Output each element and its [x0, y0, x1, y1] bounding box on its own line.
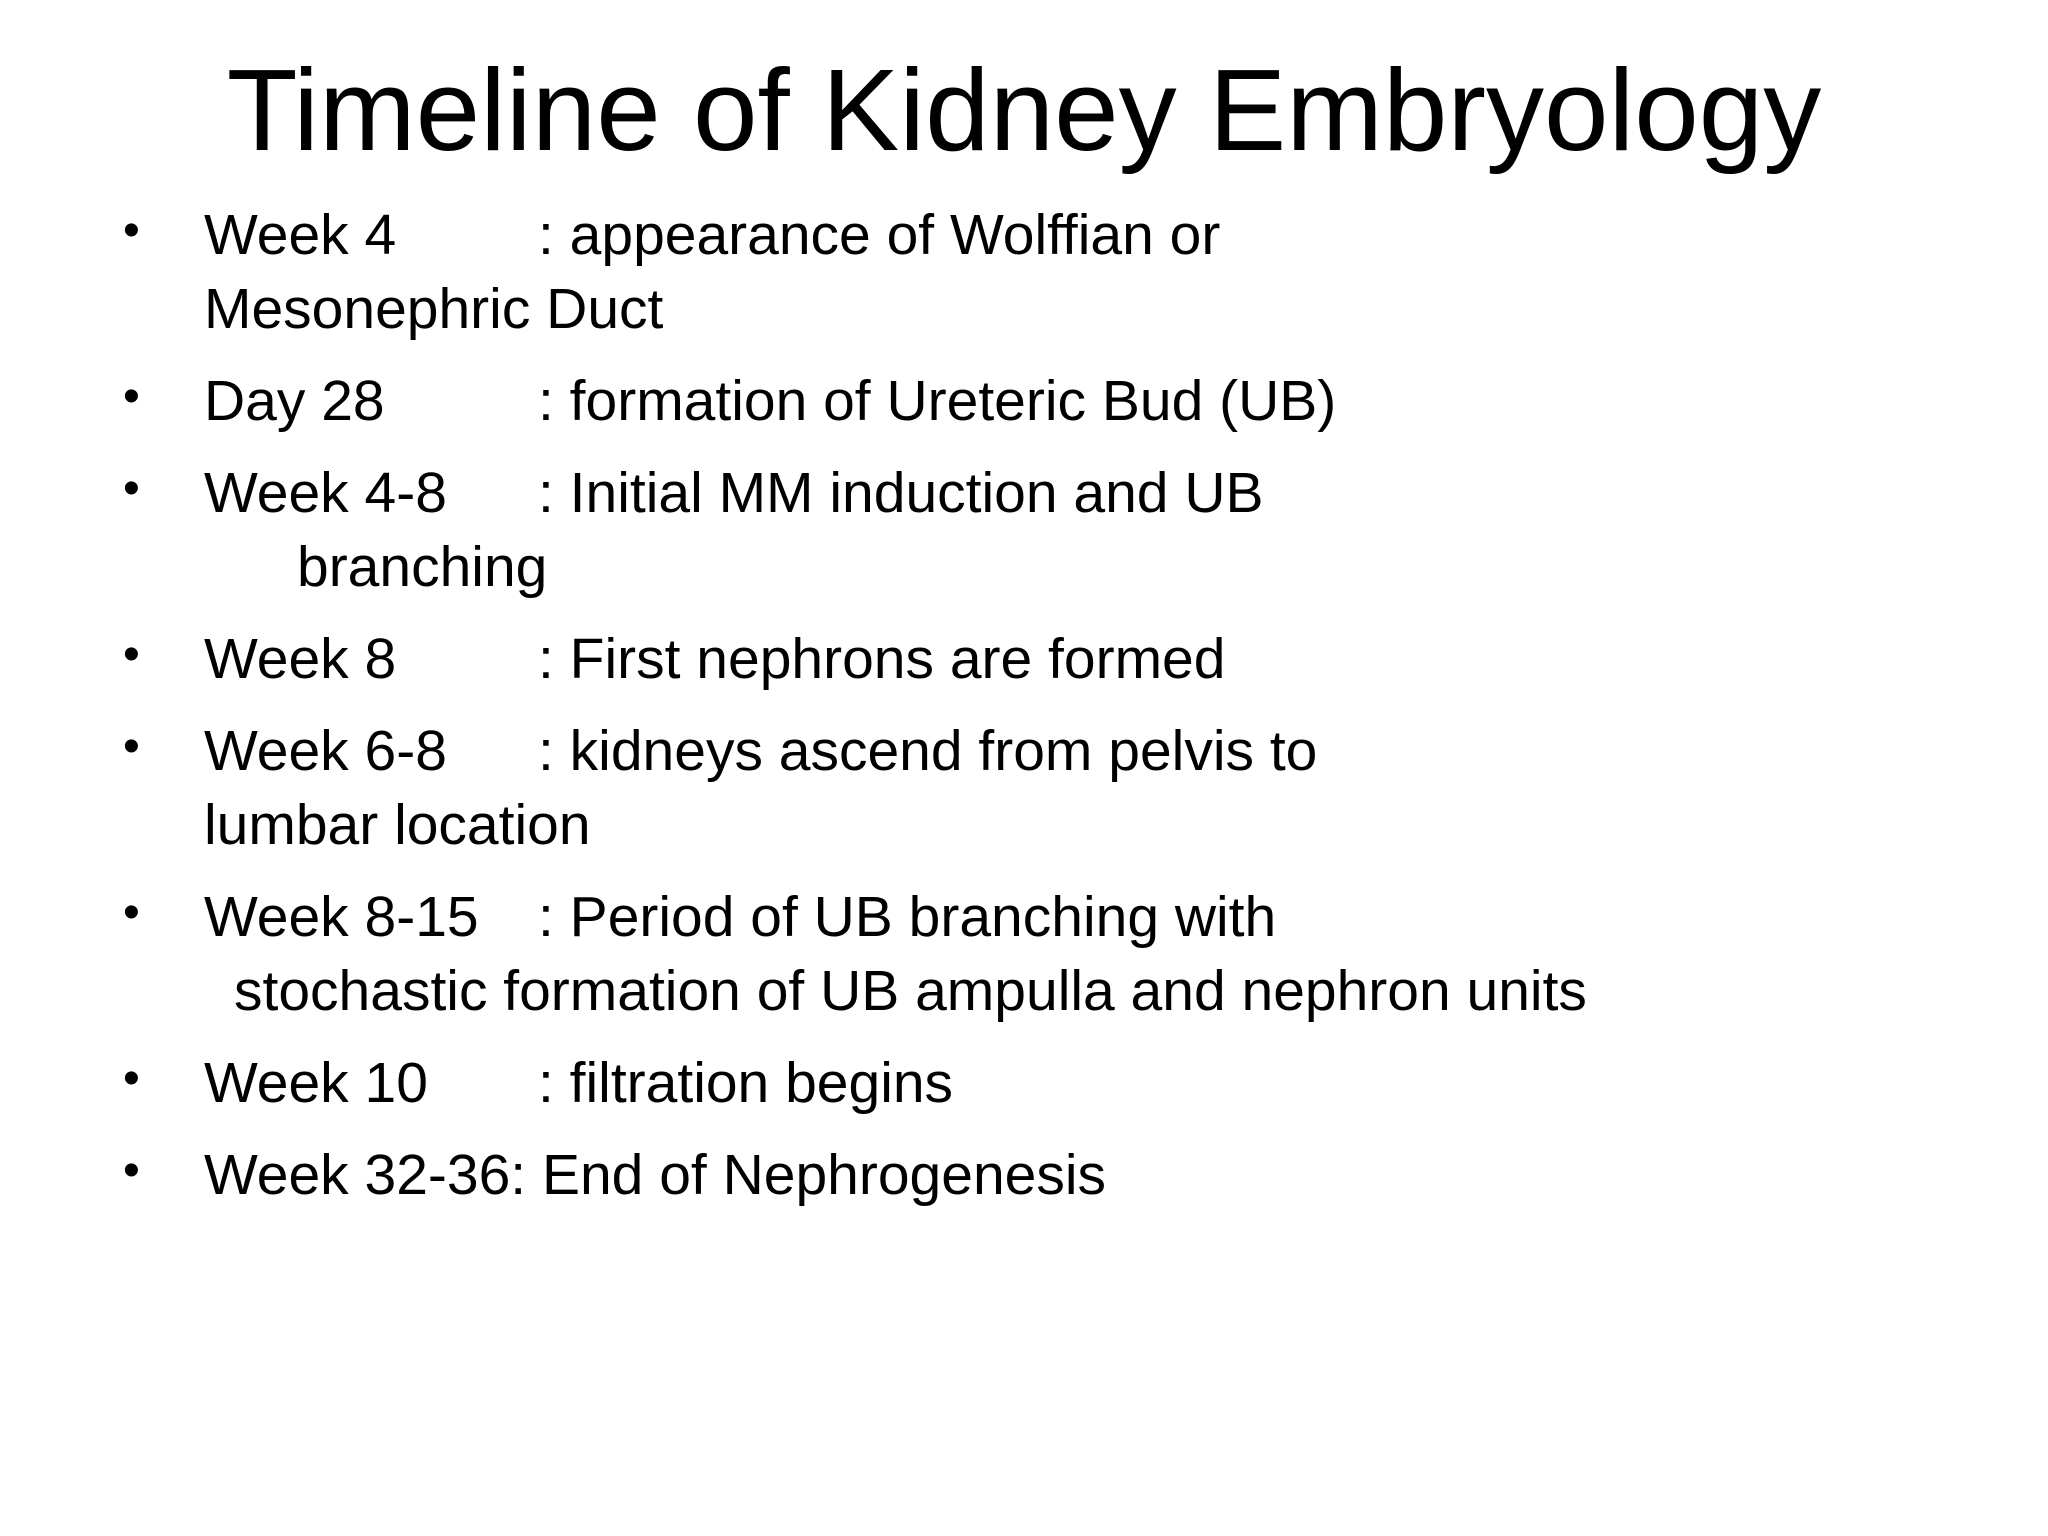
bullet-icon: •: [123, 370, 140, 423]
item-label: Week 4: [204, 203, 397, 267]
bullet-icon: •: [123, 628, 140, 681]
item-description: : Initial MM induction and UB: [538, 461, 1264, 525]
item-label: Day 28: [204, 369, 385, 433]
bullet-icon: •: [123, 720, 140, 773]
item-description: : filtration begins: [538, 1051, 954, 1115]
item-continuation: stochastic formation of UB ampulla and nephron units: [234, 959, 1587, 1023]
item-text: Week 32-36: End of Nephrogenesis: [204, 1143, 1107, 1207]
item-label: Week 8-15: [204, 885, 479, 949]
item-continuation: lumbar location: [204, 793, 591, 857]
item-description: : appearance of Wolffian or: [538, 203, 1221, 267]
item-label: Week 6-8: [204, 719, 447, 783]
item-continuation: branching: [297, 535, 548, 599]
item-label: Week 4-8: [204, 461, 447, 525]
bullet-icon: •: [123, 1144, 140, 1197]
item-label: Week 8: [204, 627, 397, 691]
bullet-icon: •: [123, 886, 140, 939]
bullet-icon: •: [123, 462, 140, 515]
item-description: : kidneys ascend from pelvis to: [538, 719, 1318, 783]
item-label: Week 10: [204, 1051, 428, 1115]
slide-title: Timeline of Kidney Embryology: [226, 45, 1822, 175]
bullet-icon: •: [123, 204, 140, 257]
item-description: : formation of Ureteric Bud (UB): [538, 369, 1337, 433]
bullet-icon: •: [123, 1052, 140, 1105]
item-description: : First nephrons are formed: [538, 627, 1226, 691]
item-description: : Period of UB branching with: [538, 885, 1277, 949]
item-continuation: Mesonephric Duct: [204, 277, 664, 341]
